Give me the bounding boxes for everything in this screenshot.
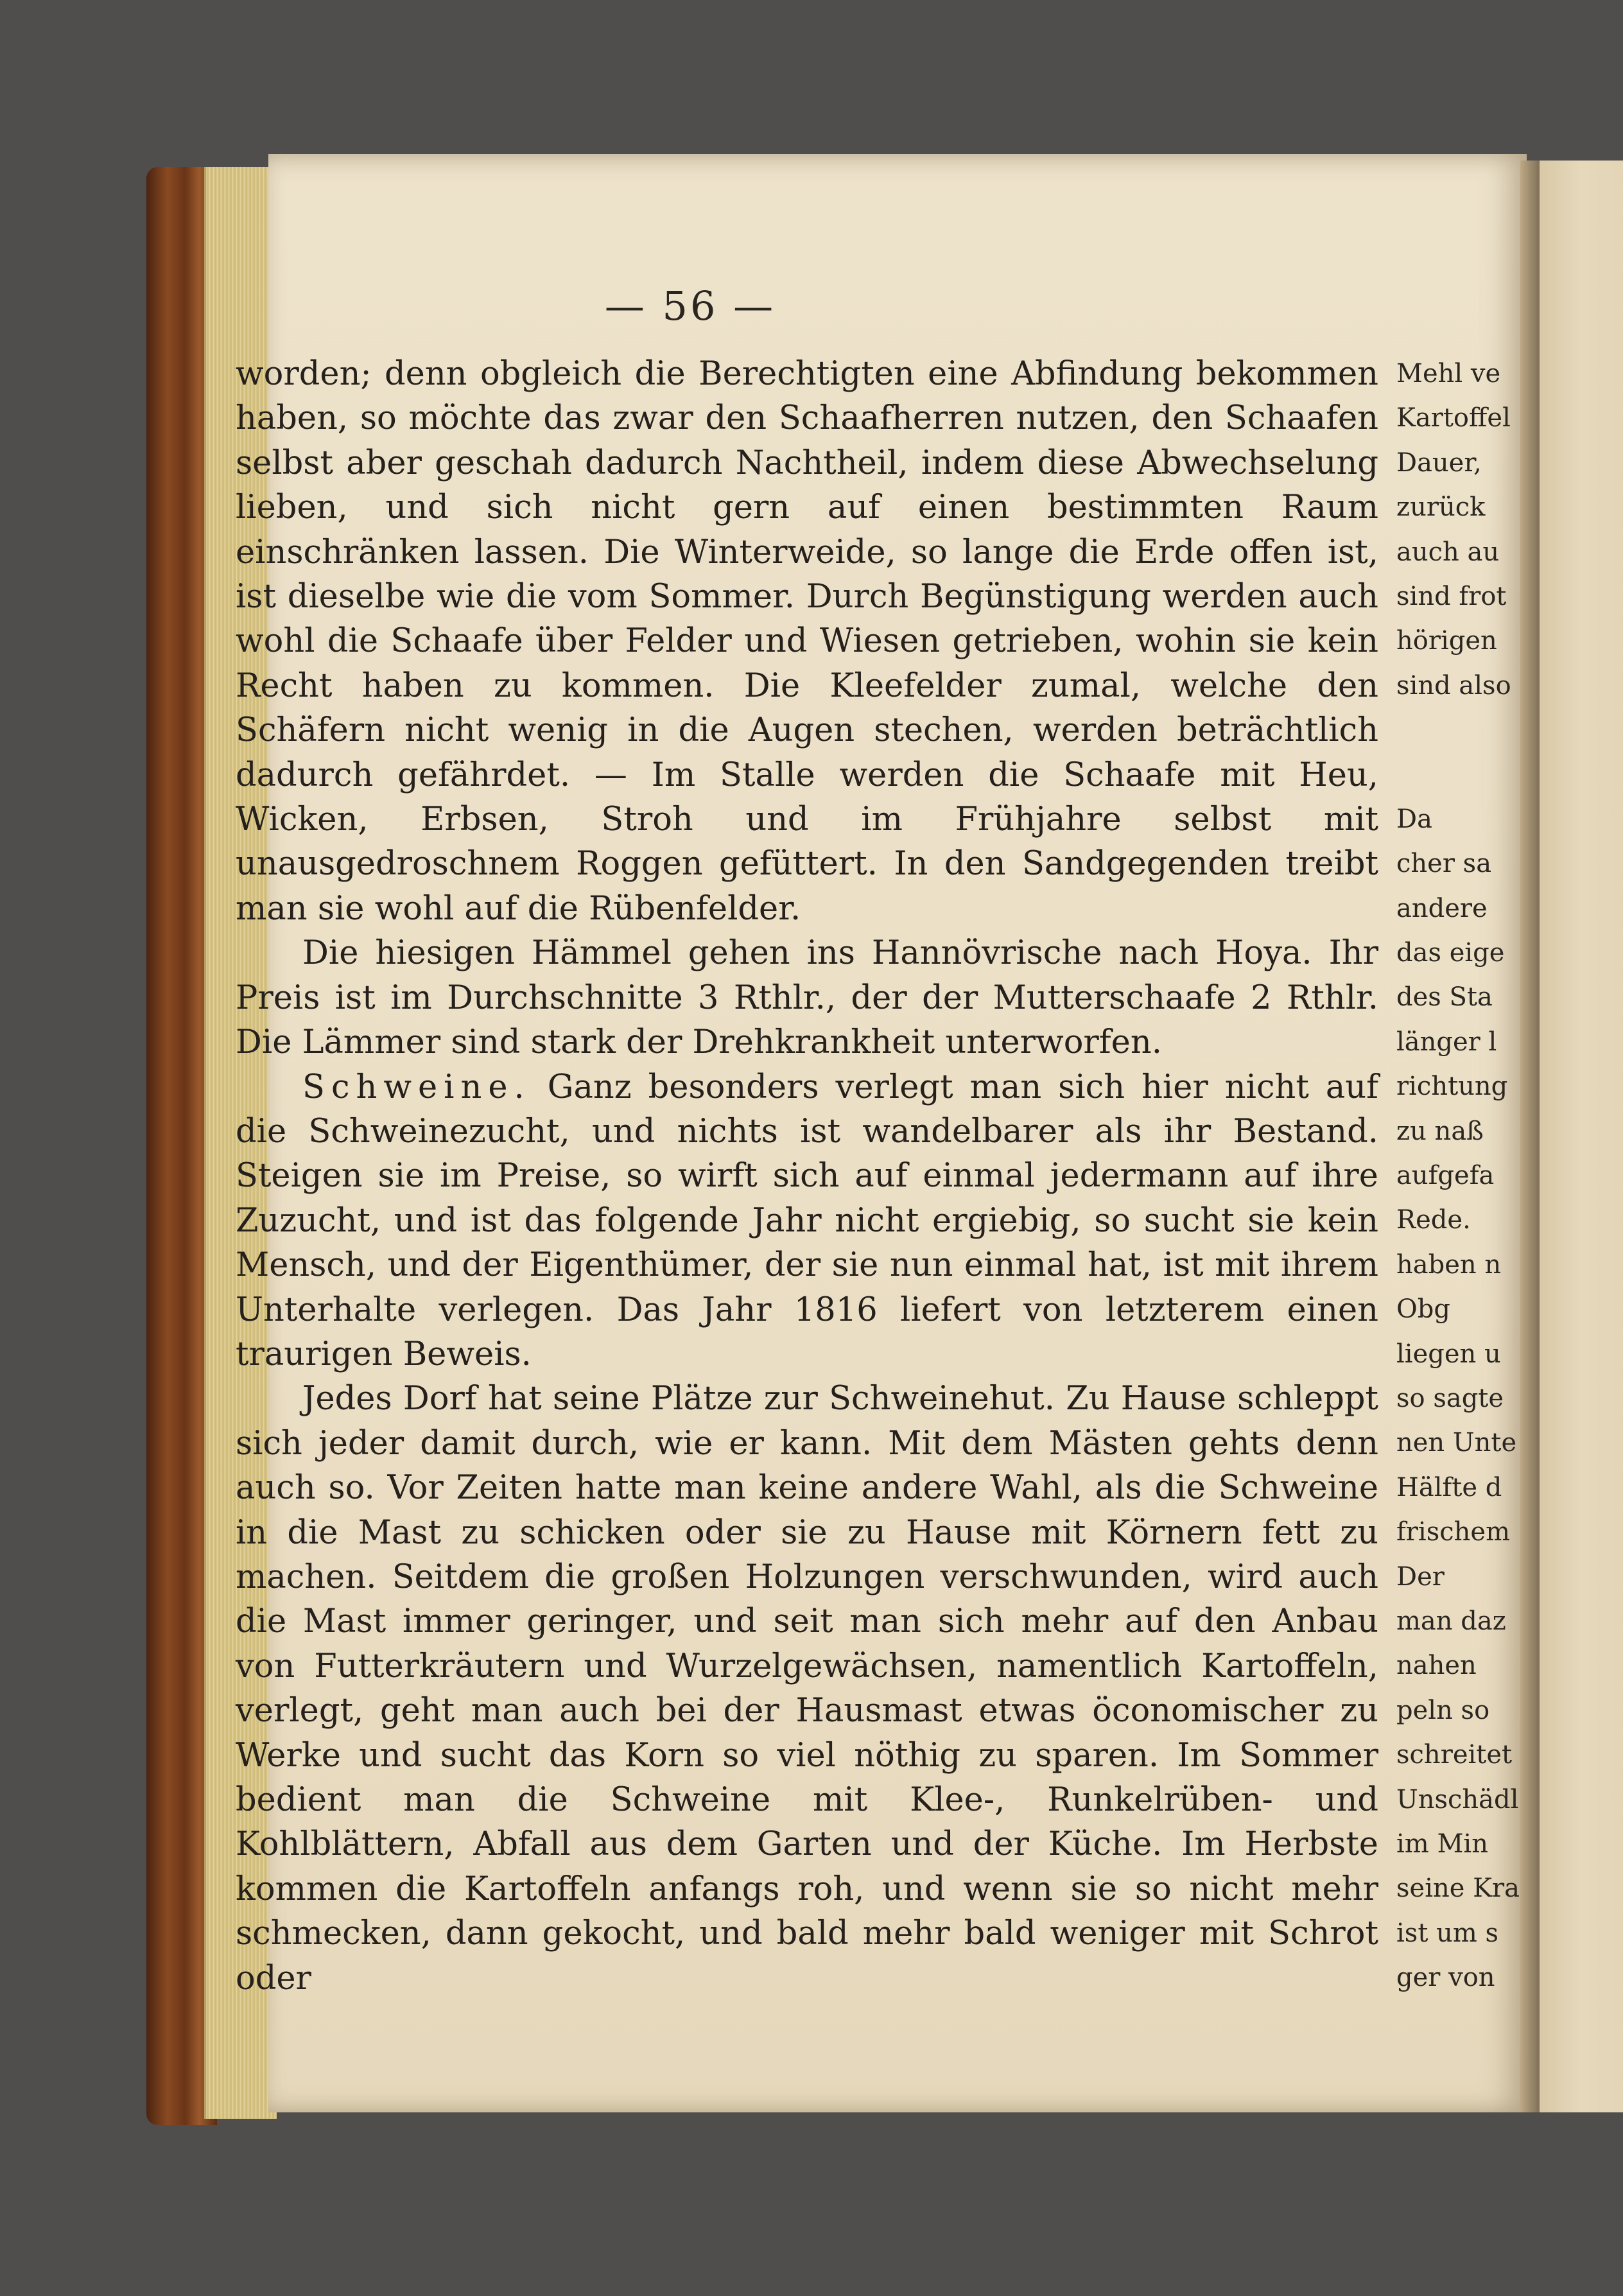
fragment-line: haben n (1396, 1249, 1502, 1280)
next-page-fragments (1396, 352, 1520, 2000)
section-heading: Schweine. (302, 1068, 531, 1106)
fragment-line: Unschädl (1396, 1784, 1519, 1814)
paragraph: Die hiesigen Hämmel gehen ins Hannövrische nach Hoya. Ihr Preis ist im Durchschnitte 3 Rthlr., der der Mutterschaafe 2 Rthlr. Die Lämmer sind stark der Drehkrankheit unterworfen. (236, 934, 1378, 1062)
paragraph-text: Ganz besonders verlegt man sich hier nicht auf die Schweinezucht, und nichts ist wandelbarer als ihr Bestand. Steigen sie im Preise, so wirft sich auf einmal jedermann auf ihre Zuzucht, und ist das folgende Jahr nicht ergiebig, so sucht sie kein Mensch, und der Eigenthümer, der sie nun einmal hat, ist mit ihrem Unterhalte verlegen. Das Jahr 1816 liefert von letzterem einen traurigen Beweis. (236, 1068, 1378, 1373)
page-body-text (236, 352, 1378, 2001)
fragment-line: Kartoffel (1396, 403, 1511, 433)
fragment-line: Hälfte d (1396, 1472, 1502, 1502)
fragment-line: das eige (1396, 938, 1505, 968)
page-number: — 56 — (604, 283, 776, 329)
fragment-line: hörigen (1396, 626, 1497, 656)
fragment-line: cher sa (1396, 849, 1492, 879)
fragment-line: länger l (1396, 1027, 1497, 1057)
fragment-line: aufgefa (1396, 1161, 1495, 1191)
fragment-line: sind frot (1396, 581, 1507, 611)
fragment-line (1396, 753, 1499, 797)
fragment-line: Dauer, (1396, 448, 1482, 478)
fragment-line: Der (1396, 1561, 1445, 1592)
paragraph: worden; denn obgleich die Berechtigten eine Abfindung bekommen haben, so möchte das zwar den Schaafherren nutzen, den Schaafen selbst aber geschah dadurch Nachtheil, indem diese Abwechselung lieben, und sich nicht gern auf einen bestimmten Raum einschränken lassen. Die Winterweide, so lange die Erde offen ist, ist dieselbe wie die vom Sommer. Durch Begünstigung werden auch wohl die Schaafe über Felder und Wiesen getrieben, wohin sie kein Recht haben zu kommen. Die Kleefelder zumal, welche den Schäfern nicht wenig in die Augen stechen, werden beträchtlich dadurch gefährdet. — Im Stalle werden die Schaafe mit Heu, Wicken, Erbsen, Stroh und im Frühjahre selbst mit unausgedroschnem Roggen gefüttert. In den Sandgegenden treibt man sie wohl auf die Rübenfelder. (236, 355, 1378, 928)
fragment-line: Da (1396, 804, 1432, 834)
fragment-line: andere (1396, 893, 1488, 923)
fragment-line: auch au (1396, 537, 1500, 567)
fragment-line: zurück (1396, 492, 1486, 523)
fragment-line: Mehl ve (1396, 359, 1501, 388)
fragment-line: nen Unte (1396, 1428, 1517, 1458)
fragment-line: man daz (1396, 1606, 1506, 1636)
fragment-line: nahen (1396, 1651, 1477, 1681)
fragment-line: ger von (1396, 1963, 1495, 1993)
fragment-line: Rede. (1396, 1205, 1471, 1235)
fragment-line: im Min (1396, 1829, 1488, 1859)
fragment-line: seine Kra (1396, 1874, 1520, 1904)
fragment-line (1396, 708, 1499, 752)
fragment-line: peln so (1396, 1695, 1490, 1725)
fragment-line: richtung (1396, 1072, 1508, 1102)
fragment-line: so sagte (1396, 1383, 1504, 1413)
fragment-line: frischem (1396, 1517, 1511, 1547)
fragment-line: zu naß (1396, 1116, 1484, 1146)
fragment-line: Obg (1396, 1294, 1451, 1325)
fragment-line: schreitet (1396, 1740, 1513, 1770)
right-page-edge (1540, 161, 1623, 2112)
fragment-line: liegen u (1396, 1339, 1501, 1369)
paragraph: Jedes Dorf hat seine Plätze zur Schweinehut. Zu Hause schleppt sich jeder damit durch, wie er kann. Mit dem Mästen gehts denn auch so. Vor Zeiten hatte man keine andere Wahl, als die Schweine in die Mast zu schicken oder sie zu Hause mit Körnern fett zu machen. Seitdem die großen Holzungen verschwunden, wird auch die Mast immer geringer, und seit man sich mehr auf den Anbau von Futterkräutern und Wurzelgewächsen, namentlich Kartoffeln, verlegt, geht man auch bei der Hausmast etwas öconomischer zu Werke und sucht das Korn so viel nöthig zu sparen. Im Sommer bedient man die Schweine mit Klee-, Runkelrüben- und Kohlblättern, Abfall aus dem Garten und der Küche. Im Herbste kommen die Kartoffeln anfangs roh, und wenn sie so nicht mehr schmecken, dann gekocht, und bald mehr bald weniger mit Schrot oder (236, 1380, 1378, 1997)
fragment-line: des Sta (1396, 982, 1493, 1013)
fragment-line: sind also (1396, 670, 1511, 700)
fragment-line: ist um s (1396, 1918, 1499, 1948)
paragraph (236, 1065, 1378, 1377)
